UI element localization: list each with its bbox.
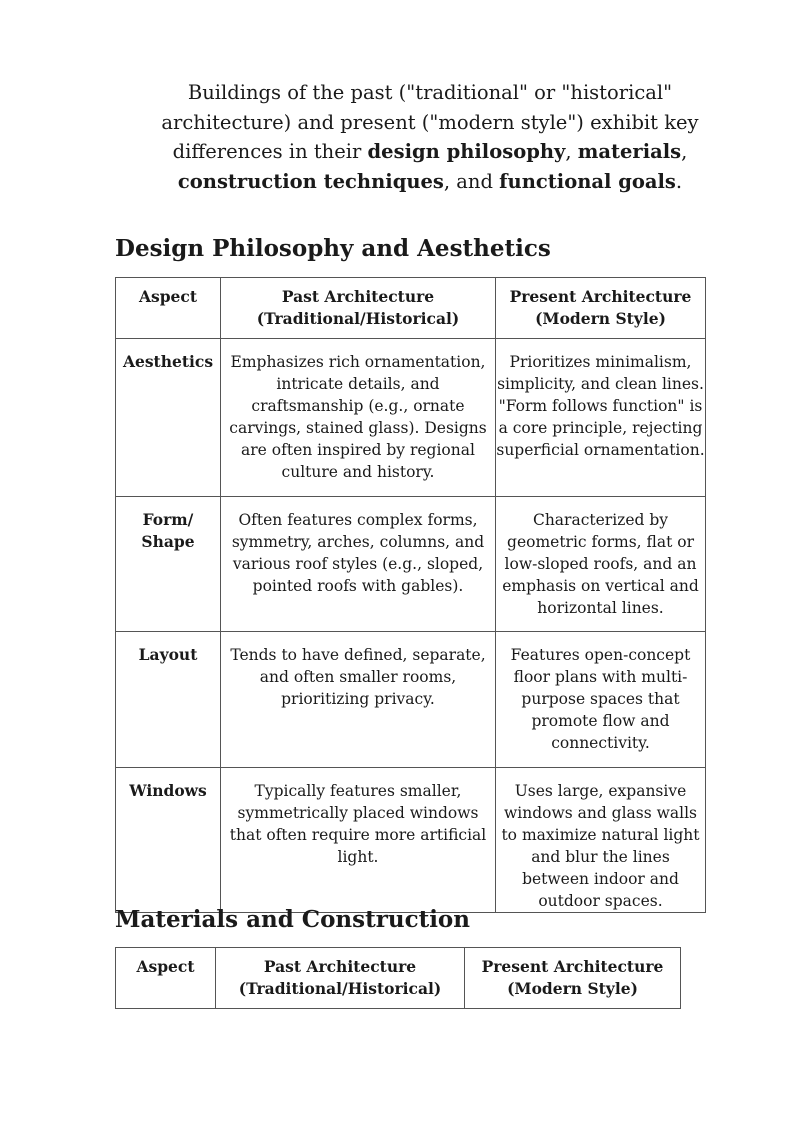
table-header-row bbox=[116, 948, 681, 1009]
aspect-cell: Windows bbox=[116, 768, 221, 913]
aspect-cell: Form/ Shape bbox=[116, 497, 221, 632]
intro-separator: , bbox=[681, 140, 688, 163]
intro-paragraph bbox=[140, 78, 720, 196]
intro-separator: , bbox=[565, 140, 578, 163]
present-cell: Features open-concept floor plans with multi-purpose spaces that promote flow and connectivity. bbox=[496, 632, 706, 768]
intro-bold-design-philosophy: design philosophy bbox=[367, 140, 566, 163]
past-cell: Typically features smaller, symmetrically placed windows that often require more artificial light. bbox=[221, 768, 496, 913]
materials-construction-table bbox=[115, 947, 681, 1009]
table-row bbox=[116, 339, 706, 497]
intro-bold-materials: materials bbox=[577, 140, 682, 163]
header-past-architecture: Past Architecture (Traditional/Historical) bbox=[216, 948, 465, 1009]
table-row bbox=[116, 497, 706, 632]
header-aspect: Aspect bbox=[116, 948, 216, 1009]
present-cell: Uses large, expansive windows and glass walls to maximize natural light and blur the lines between indoor and outdoor spaces. bbox=[496, 768, 706, 913]
present-cell: Prioritizes minimalism, simplicity, and clean lines. "Form follows function" is a core principle, rejecting superficial ornamentation. bbox=[496, 339, 706, 497]
intro-text: Buildings of the past ("traditional" or "historical" architecture) and present ("modern style") exhibit key differences in their bbox=[161, 81, 699, 163]
section-heading-design-philosophy: Design Philosophy and Aesthetics bbox=[115, 235, 551, 262]
intro-bold-functional-goals: functional goals bbox=[499, 169, 676, 193]
present-cell: Characterized by geometric forms, flat or low-sloped roofs, and an emphasis on vertical and horizontal lines. bbox=[496, 497, 706, 632]
aspect-cell: Layout bbox=[116, 632, 221, 768]
header-present-architecture: Present Architecture (Modern Style) bbox=[496, 278, 706, 339]
intro-separator: , and bbox=[443, 169, 500, 193]
table-row bbox=[116, 768, 706, 913]
header-present-architecture: Present Architecture (Modern Style) bbox=[465, 948, 681, 1009]
header-past-architecture: Past Architecture (Traditional/Historical) bbox=[221, 278, 496, 339]
past-cell: Often features complex forms, symmetry, arches, columns, and various roof styles (e.g., sloped, pointed roofs with gables). bbox=[221, 497, 496, 632]
intro-bold-construction-techniques: construction techniques bbox=[177, 169, 444, 193]
header-aspect: Aspect bbox=[116, 278, 221, 339]
section-heading-materials-construction: Materials and Construction bbox=[115, 906, 470, 933]
past-cell: Tends to have defined, separate, and often smaller rooms, prioritizing privacy. bbox=[221, 632, 496, 768]
design-philosophy-table bbox=[115, 277, 706, 913]
past-cell: Emphasizes rich ornamentation, intricate details, and craftsmanship (e.g., ornate carvings, stained glass). Designs are often inspired by regional culture and history. bbox=[221, 339, 496, 497]
table-row bbox=[116, 632, 706, 768]
table-header-row bbox=[116, 278, 706, 339]
intro-end: . bbox=[675, 169, 683, 193]
aspect-cell: Aesthetics bbox=[116, 339, 221, 497]
